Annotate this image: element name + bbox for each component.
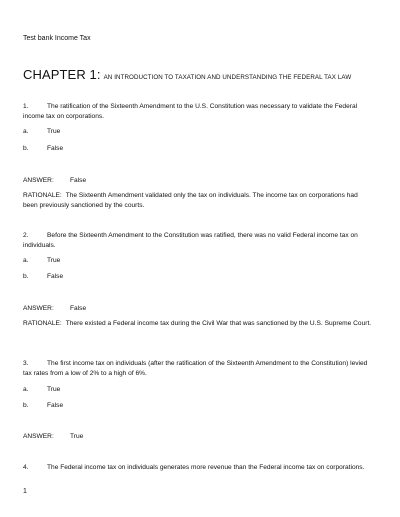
page-number: 1 [23, 488, 27, 495]
choice-letter: a. [23, 386, 29, 393]
choice-letter: a. [23, 128, 29, 135]
answer-value: True [70, 433, 84, 440]
question-1 [23, 102, 373, 122]
choice-letter: b. [23, 145, 29, 152]
question-1-answer [23, 176, 86, 185]
question-3-choice-a [23, 385, 60, 394]
chapter-heading [23, 66, 351, 85]
question-1-choice-a [23, 127, 60, 136]
choice-text: False [47, 402, 64, 409]
question-text: The Federal income tax on individuals generates more revenue than the Federal income tax on corporations. [47, 464, 365, 471]
question-2 [23, 231, 373, 251]
question-2-rationale [23, 319, 373, 329]
answer-label: ANSWER: [23, 433, 54, 440]
question-2-choice-a [23, 256, 60, 265]
choice-text: True [47, 128, 61, 135]
question-text: The first income tax on individuals (after the ratification of the Sixteenth Amendment to the Constitution) levied tax rates from a low of 2% to a high of 6%. [23, 360, 368, 377]
answer-label: ANSWER: [23, 305, 54, 312]
choice-letter: a. [23, 257, 29, 264]
question-number: 1. [23, 103, 29, 110]
question-number: 3. [23, 360, 29, 367]
question-text: The ratification of the Sixteenth Amendment to the U.S. Constitution was necessary to validate the Federal income tax on corporations. [23, 103, 358, 120]
choice-text: True [47, 257, 61, 264]
rationale-text: The Sixteenth Amendment validated only the tax on individuals. The income tax on corporations had been previously sanctioned by the courts. [23, 192, 358, 209]
chapter-title: CHAPTER 1: [23, 67, 101, 82]
answer-label: ANSWER: [23, 177, 54, 184]
choice-letter: b. [23, 402, 29, 409]
answer-value: False [70, 305, 87, 312]
rationale-label: RATIONALE: [23, 320, 62, 327]
chapter-subtitle: AN INTRODUCTION TO TAXATION AND UNDERSTANDING THE FEDERAL TAX LAW [103, 74, 352, 81]
question-1-choice-b [23, 144, 63, 153]
question-text: Before the Sixteenth Amendment to the Constitution was ratified, there was no valid Federal income tax on individuals. [23, 232, 358, 249]
question-3 [23, 359, 373, 379]
document-header: Test bank Income Tax [23, 35, 91, 42]
question-4 [23, 463, 373, 473]
question-number: 2. [23, 232, 29, 239]
rationale-label: RATIONALE: [23, 192, 62, 199]
question-1-rationale [23, 191, 373, 211]
question-3-answer [23, 432, 83, 441]
question-number: 4. [23, 464, 29, 471]
choice-text: False [47, 145, 64, 152]
choice-text: False [47, 273, 64, 280]
question-3-choice-b [23, 401, 63, 410]
choice-text: True [47, 386, 61, 393]
answer-value: False [70, 177, 87, 184]
choice-letter: b. [23, 273, 29, 280]
question-2-answer [23, 304, 86, 313]
question-2-choice-b [23, 272, 63, 281]
rationale-text: There existed a Federal income tax during the Civil War that was sanctioned by the U.S. Supreme Court. [65, 320, 372, 327]
